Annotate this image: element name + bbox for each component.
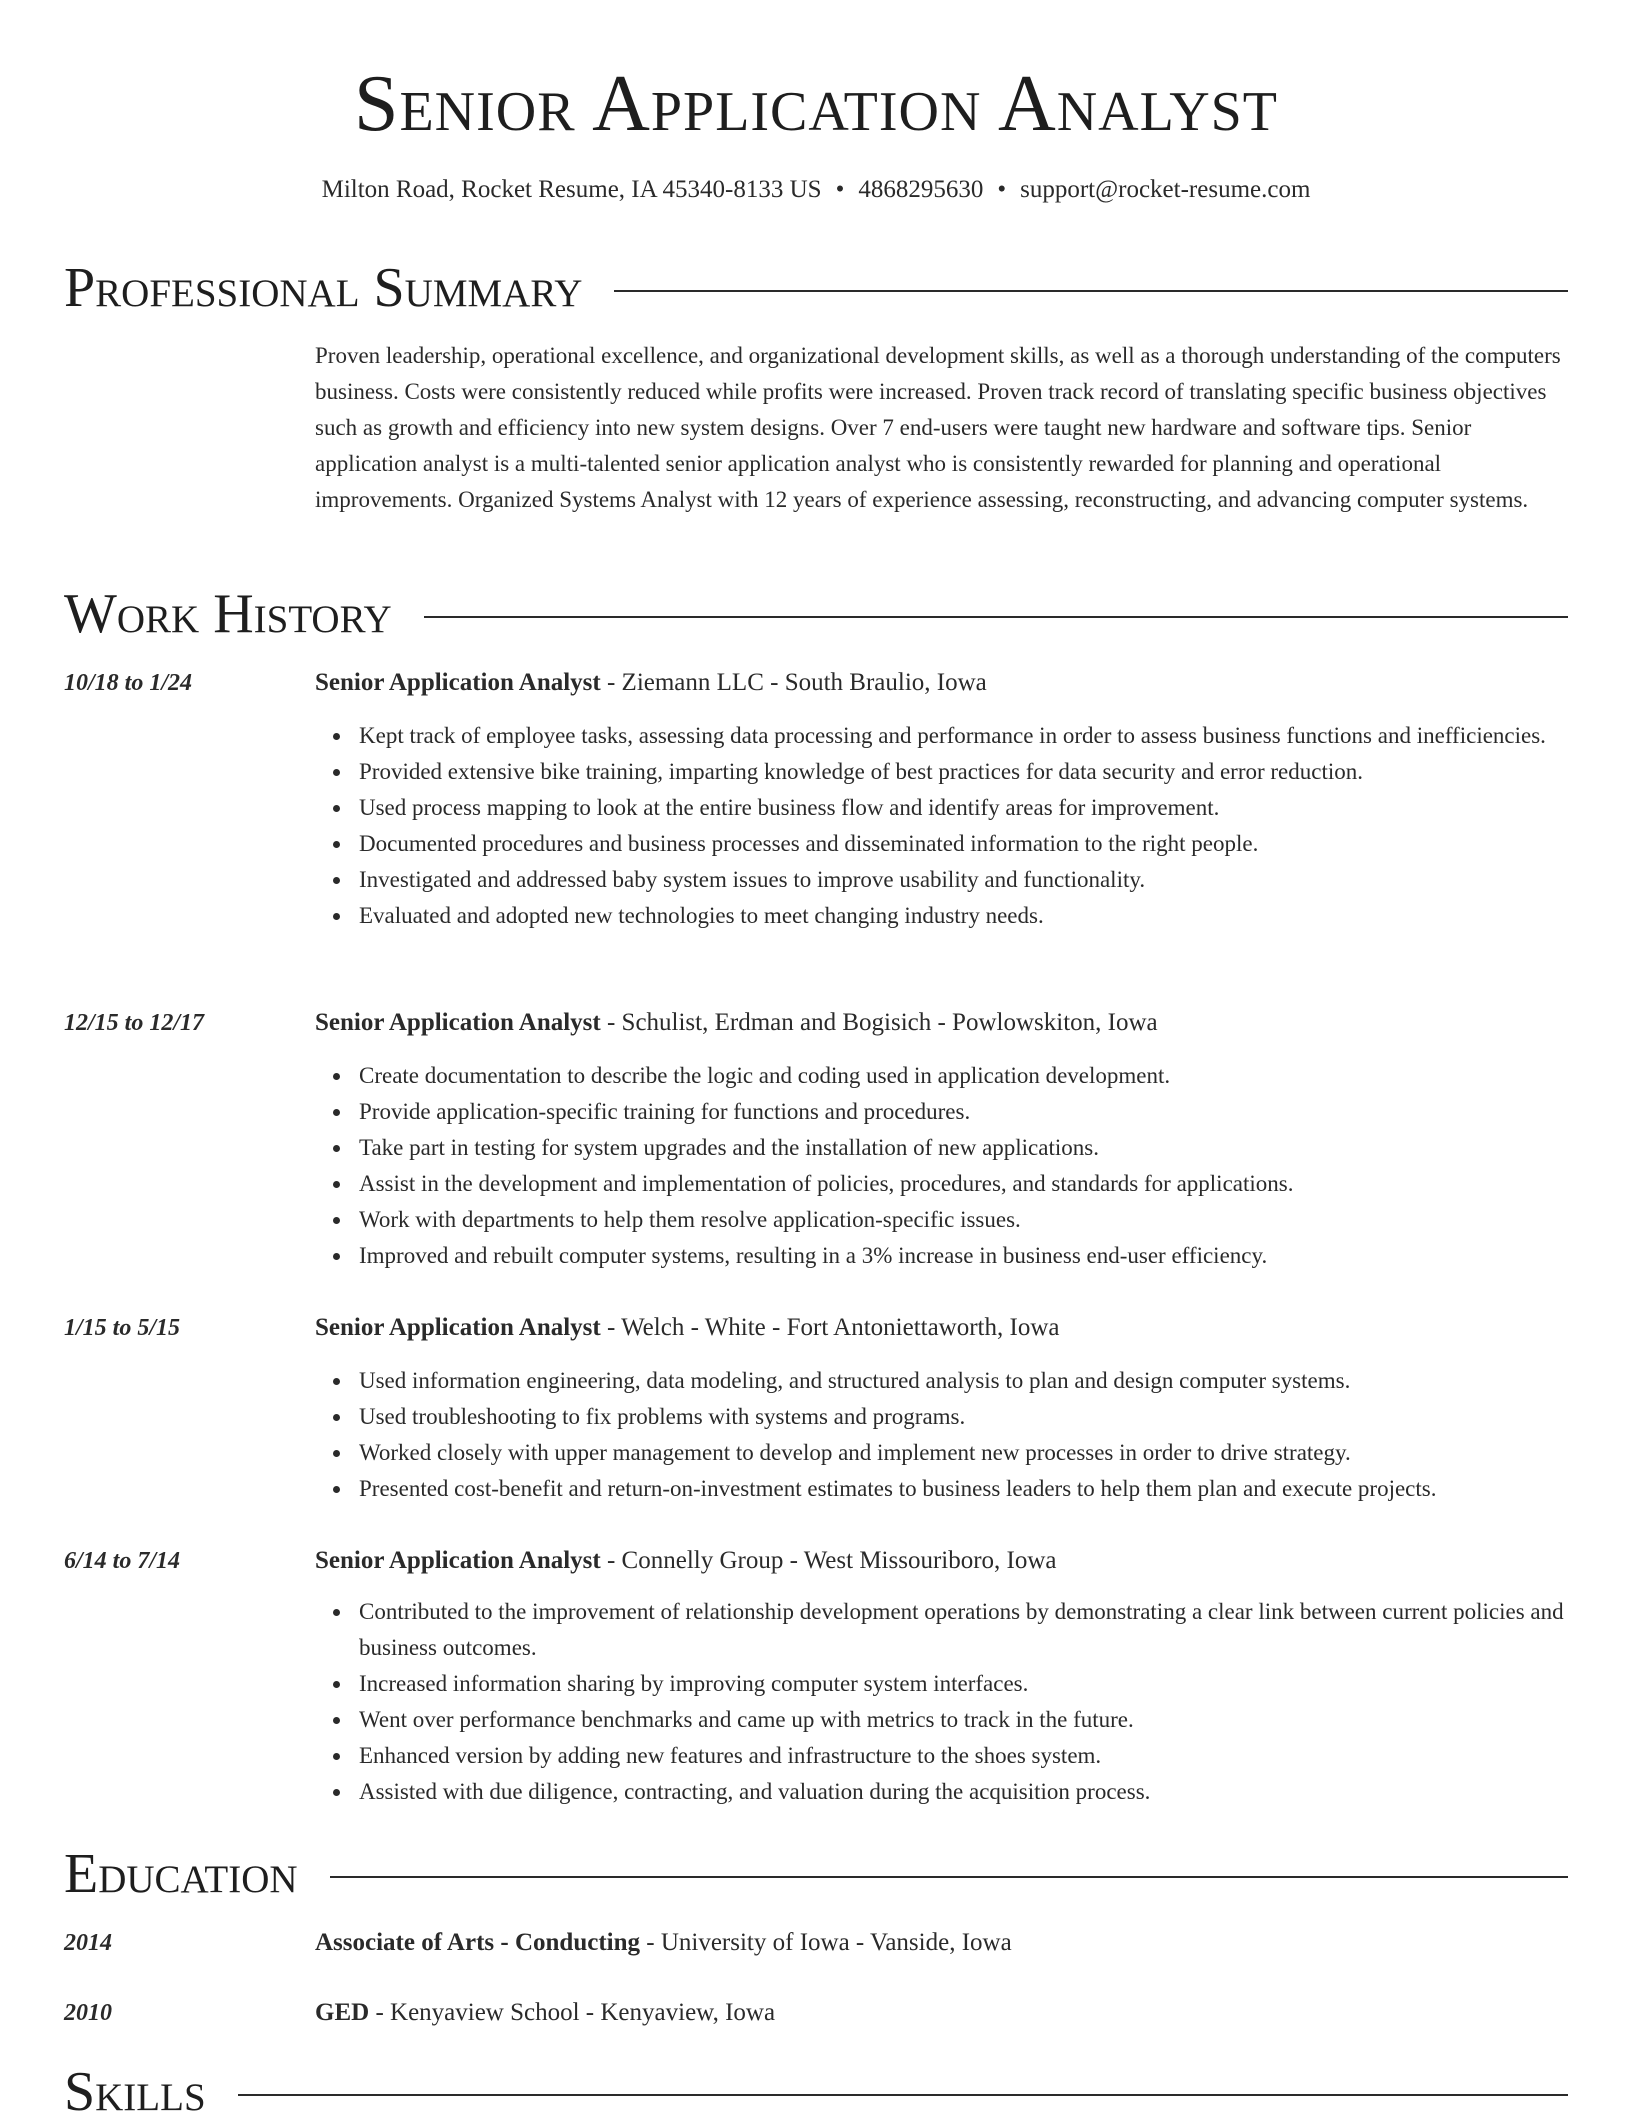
work-bullets [315,1594,1612,1810]
section-divider [614,290,1568,292]
work-headline [315,1544,1568,1578]
work-section-header [64,580,1568,648]
education-details: - University of Iowa - Vanside, Iowa [640,1929,1012,1956]
contact-separator: • [997,176,1007,203]
education-section-header [64,1840,1568,1908]
job-title: Senior Application Analyst [315,1314,601,1341]
summary-text: Proven leadership, operational excellence, and organizational development skills, as well as a thorough understanding of the computers business. Costs were consistently reduced while profits were increased. Proven track record of translating specific business objectives such as growth and efficiency into new system designs. Over 7 end-users were taught new hardware and software tips. Senior application analyst is a multi-talented senior application analyst who is consistently rewarded for planning and operational improvements. Organized Systems Analyst with 12 years of experience assessing, reconstructing, and advancing computer systems. [315,343,1561,512]
list-item: Create documentation to describe the logic and coding used in application development. [359,1058,1612,1094]
job-details: - Connelly Group - West Missouriboro, Iowa [600,1547,1057,1574]
education-details: - Kenyaview School - Kenyaview, Iowa [369,1999,776,2026]
job-details: - Welch - White - Fort Antoniettaworth, Iowa [600,1314,1060,1341]
job-details: - Ziemann LLC - South Braulio, Iowa [600,669,987,696]
list-item: Provide application-specific training for functions and procedures. [359,1094,1612,1130]
contact-separator: • [835,176,845,203]
contact-line [64,172,1568,208]
education-headline [315,1996,1568,2030]
resume-name: Senior Application Analyst [353,60,1279,148]
work-section-title: Work History [64,583,392,645]
job-title: Senior Application Analyst [315,669,601,696]
list-item: Went over performance benchmarks and came up with metrics to track in the future. [359,1702,1612,1738]
job-details: - Schulist, Erdman and Bogisich - Powlowskiton, Iowa [600,1009,1158,1036]
work-dates: 1/15 to 5/15 [64,1315,181,1341]
work-dates: 12/15 to 12/17 [64,1010,205,1036]
list-item: Investigated and addressed baby system issues to improve usability and functionality. [359,862,1612,898]
summary-section-title: Professional Summary [64,257,583,319]
list-item: Contributed to the improvement of relationship development operations by demonstrating a clear link between current policies and business outcomes. [359,1594,1612,1666]
list-item: Increased information sharing by improving computer system interfaces. [359,1666,1612,1702]
list-item: Take part in testing for system upgrades and the installation of new applications. [359,1130,1612,1166]
list-item: Documented procedures and business processes and disseminated information to the right people. [359,826,1612,862]
contact-email: support@rocket-resume.com [1020,176,1311,203]
section-divider [238,2094,1568,2096]
education-year: 2014 [64,1930,112,1956]
list-item: Provided extensive bike training, imparting knowledge of best practices for data security and error reduction. [359,754,1612,790]
list-item: Assisted with due diligence, contracting, and valuation during the acquisition process. [359,1774,1612,1810]
contact-address: Milton Road, Rocket Resume, IA 45340-8133 US [321,176,822,203]
list-item: Work with departments to help them resolve application-specific issues. [359,1202,1612,1238]
list-item: Improved and rebuilt computer systems, resulting in a 3% increase in business end-user efficiency. [359,1238,1612,1274]
work-dates: 10/18 to 1/24 [64,670,193,696]
list-item: Kept track of employee tasks, assessing data processing and performance in order to assess business functions and inefficiencies. [359,718,1612,754]
contact-phone: 4868295630 [858,176,984,203]
section-divider [330,1876,1568,1878]
degree-title: Associate of Arts - Conducting [315,1929,640,1956]
list-item: Enhanced version by adding new features and infrastructure to the shoes system. [359,1738,1612,1774]
skills-section-title: Skills [64,2061,206,2123]
skills-section-header [64,2058,1568,2126]
work-bullets [315,1058,1612,1274]
list-item: Used troubleshooting to fix problems with systems and programs. [359,1399,1612,1435]
job-title: Senior Application Analyst [315,1547,601,1574]
education-year: 2010 [64,2000,112,2026]
degree-title: GED [315,1999,370,2026]
list-item: Used process mapping to look at the entire business flow and identify areas for improvement. [359,790,1612,826]
list-item: Worked closely with upper management to develop and implement new processes in order to drive strategy. [359,1435,1612,1471]
list-item: Evaluated and adopted new technologies to meet changing industry needs. [359,898,1612,934]
list-item: Used information engineering, data modeling, and structured analysis to plan and design computer systems. [359,1363,1612,1399]
education-section-title: Education [64,1843,298,1905]
job-title: Senior Application Analyst [315,1009,601,1036]
list-item: Assist in the development and implementation of policies, procedures, and standards for applications. [359,1166,1612,1202]
section-divider [424,616,1568,618]
education-headline [315,1926,1568,1960]
work-bullets [315,1363,1612,1507]
work-headline [315,1006,1568,1040]
work-bullets [315,718,1612,934]
list-item: Presented cost-benefit and return-on-investment estimates to business leaders to help them plan and execute projects. [359,1471,1612,1507]
work-headline [315,666,1568,700]
work-headline [315,1311,1568,1345]
work-dates: 6/14 to 7/14 [64,1548,181,1574]
summary-section-header [64,254,1568,322]
